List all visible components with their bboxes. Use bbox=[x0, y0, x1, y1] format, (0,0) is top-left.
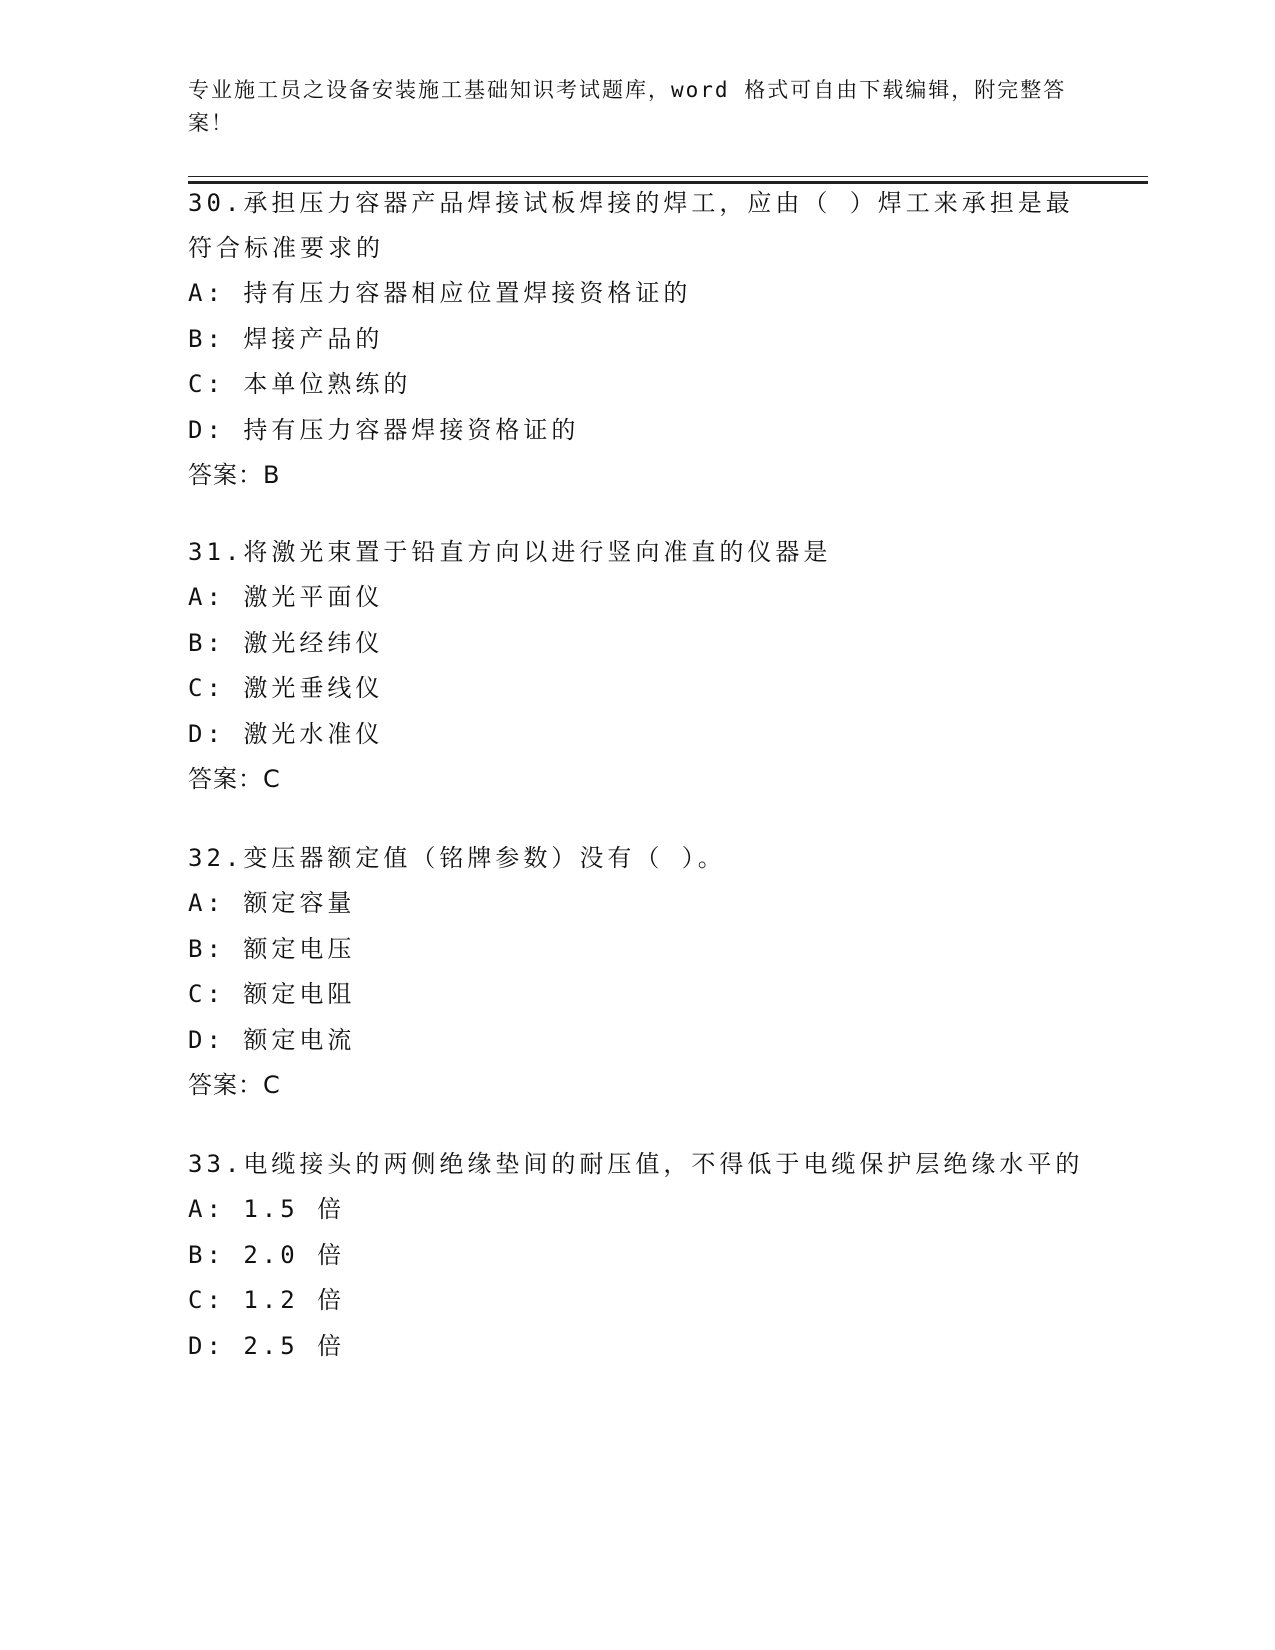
option-d: D: 额定电流 bbox=[188, 1025, 356, 1054]
question-stem: 32.变压器额定值（铭牌参数）没有（ ）。 bbox=[188, 844, 726, 872]
question-33 bbox=[188, 1142, 1088, 1369]
answer-label: 答案：C bbox=[188, 1071, 281, 1099]
option-c: C: 激光垂线仪 bbox=[188, 674, 384, 702]
option-d: D: 持有压力容器焊接资格证的 bbox=[188, 415, 580, 444]
option-a: A: 持有压力容器相应位置焊接资格证的 bbox=[188, 279, 692, 307]
question-31 bbox=[188, 530, 1088, 802]
question-stem: 31.将激光束置于铅直方向以进行竖向准直的仪器是 bbox=[188, 538, 832, 566]
option-b: B: 额定电压 bbox=[188, 934, 356, 963]
option-a: A: 额定容量 bbox=[188, 889, 356, 917]
option-a: A: 1.5 倍 bbox=[188, 1195, 346, 1223]
option-c: C: 额定电阻 bbox=[188, 980, 356, 1008]
option-c: C: 1.2 倍 bbox=[188, 1286, 346, 1314]
option-d: D: 2.5 倍 bbox=[188, 1331, 346, 1360]
option-d: D: 激光水准仪 bbox=[188, 719, 384, 748]
option-b: B: 2.0 倍 bbox=[188, 1240, 346, 1269]
question-30 bbox=[188, 181, 1088, 498]
question-stem: 33.电缆接头的两侧绝缘垫间的耐压值，不得低于电缆保护层绝缘水平的 bbox=[188, 1150, 1084, 1178]
question-32 bbox=[188, 836, 1088, 1108]
option-a: A: 激光平面仪 bbox=[188, 583, 384, 611]
option-c: C: 本单位熟练的 bbox=[188, 370, 412, 398]
document-header: 专业施工员之设备安装施工基础知识考试题库，word 格式可自由下载编辑，附完整答案！ bbox=[188, 78, 1067, 135]
answer-label: 答案：C bbox=[188, 765, 281, 793]
option-b: B: 焊接产品的 bbox=[188, 324, 384, 353]
header-divider-thin bbox=[188, 176, 1148, 177]
option-b: B: 激光经纬仪 bbox=[188, 628, 384, 657]
question-stem: 30.承担压力容器产品焊接试板焊接的焊工，应由（ ）焊工来承担是最符合标准要求的 bbox=[188, 189, 1074, 262]
answer-label: 答案：B bbox=[188, 461, 281, 489]
